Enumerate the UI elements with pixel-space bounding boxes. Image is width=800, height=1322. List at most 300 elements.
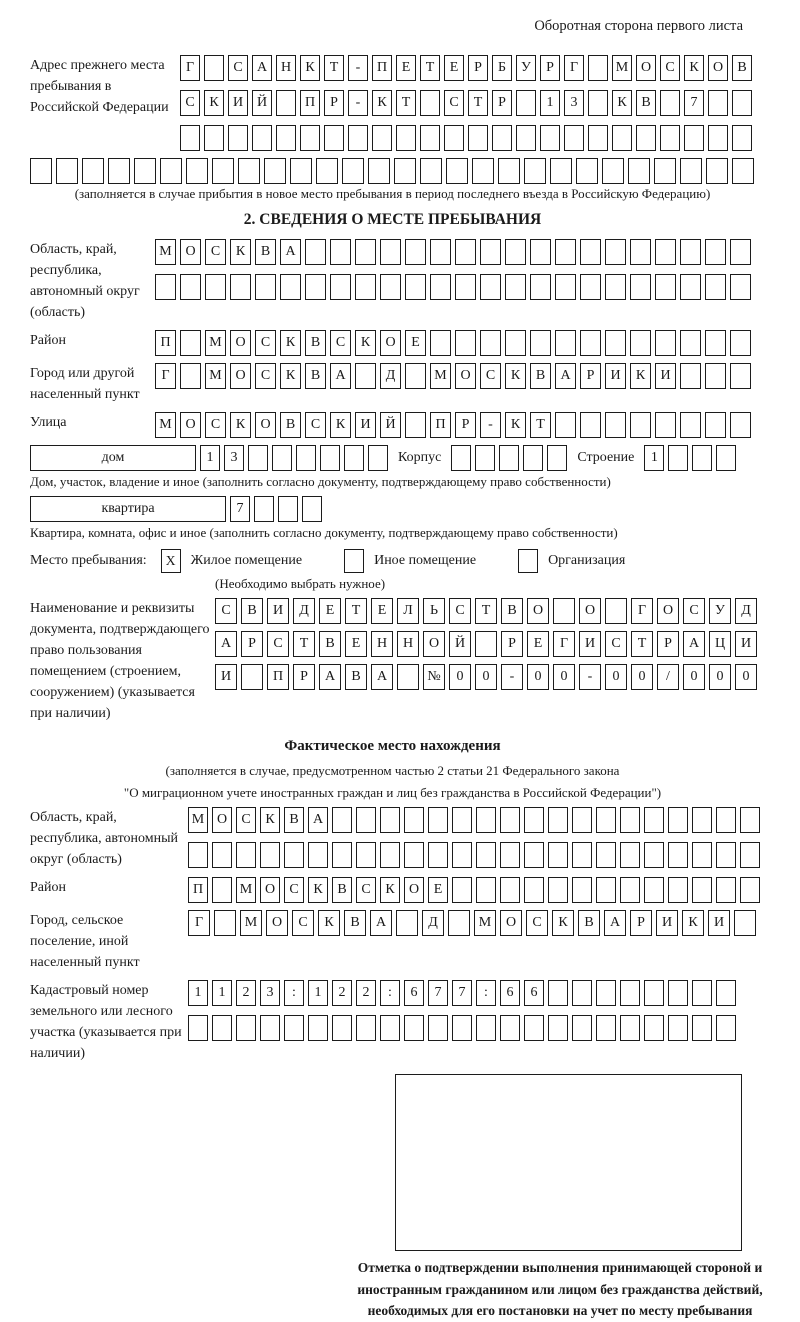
char-cell: В bbox=[530, 363, 551, 389]
region3-grid bbox=[188, 807, 760, 868]
char-cell: А bbox=[683, 631, 705, 657]
char-cell bbox=[284, 842, 304, 868]
char-cell: 7 bbox=[684, 90, 704, 116]
char-cell bbox=[214, 910, 236, 936]
char-cell: М bbox=[236, 877, 256, 903]
char-cell bbox=[444, 125, 464, 151]
char-cell: К bbox=[380, 877, 400, 903]
char-cell bbox=[705, 412, 726, 438]
char-cell: 0 bbox=[683, 664, 705, 690]
char-cell: О bbox=[230, 363, 251, 389]
grid-row bbox=[215, 664, 757, 690]
char-cell bbox=[380, 807, 400, 833]
district3-block bbox=[30, 877, 755, 903]
char-cell bbox=[530, 239, 551, 265]
char-cell bbox=[380, 239, 401, 265]
char-cell bbox=[476, 877, 496, 903]
region-label: Область, край, республика, автономный округ (область) bbox=[30, 242, 140, 320]
char-cell: Г bbox=[180, 55, 200, 81]
char-cell: 1 bbox=[308, 980, 328, 1006]
char-cell: 1 bbox=[200, 445, 220, 471]
char-cell bbox=[500, 807, 520, 833]
char-cell: С bbox=[292, 910, 314, 936]
char-cell bbox=[740, 842, 760, 868]
char-cell bbox=[228, 125, 248, 151]
char-cell: К bbox=[684, 55, 704, 81]
char-cell bbox=[602, 158, 624, 184]
house-number-cells bbox=[200, 445, 388, 471]
char-cell bbox=[446, 158, 468, 184]
char-cell bbox=[236, 1015, 256, 1041]
char-cell bbox=[580, 412, 601, 438]
char-cell bbox=[605, 239, 626, 265]
char-cell bbox=[499, 445, 519, 471]
char-cell bbox=[30, 158, 52, 184]
checkbox-other-premises bbox=[344, 549, 364, 573]
char-cell: У bbox=[516, 55, 536, 81]
char-cell bbox=[572, 980, 592, 1006]
char-cell bbox=[730, 274, 751, 300]
document-block bbox=[30, 598, 755, 724]
char-cell bbox=[420, 90, 440, 116]
char-cell bbox=[692, 842, 712, 868]
char-cell bbox=[56, 158, 78, 184]
char-cell bbox=[472, 158, 494, 184]
char-cell bbox=[278, 496, 298, 522]
char-cell: - bbox=[579, 664, 601, 690]
char-cell bbox=[405, 274, 426, 300]
char-cell: П bbox=[267, 664, 289, 690]
char-cell bbox=[580, 330, 601, 356]
char-cell bbox=[492, 125, 512, 151]
char-cell: И bbox=[215, 664, 237, 690]
char-cell bbox=[430, 274, 451, 300]
grid-row bbox=[155, 363, 751, 389]
char-cell: 3 bbox=[564, 90, 584, 116]
char-cell: Р bbox=[492, 90, 512, 116]
char-cell: Р bbox=[468, 55, 488, 81]
grid-row bbox=[155, 274, 751, 300]
char-cell: С bbox=[305, 412, 326, 438]
char-cell bbox=[505, 330, 526, 356]
char-cell bbox=[180, 125, 200, 151]
char-cell: Т bbox=[475, 598, 497, 624]
char-cell: / bbox=[657, 664, 679, 690]
korpus-cells bbox=[451, 445, 567, 471]
grid-row bbox=[155, 330, 751, 356]
char-cell bbox=[708, 90, 728, 116]
char-cell: К bbox=[612, 90, 632, 116]
char-cell bbox=[397, 664, 419, 690]
char-cell bbox=[505, 239, 526, 265]
char-cell: М bbox=[205, 330, 226, 356]
char-cell: И bbox=[355, 412, 376, 438]
prev-address-note: (заполняется в случае прибытия в новое место пребывания в период последнего въезда в Российскую Федерацию) bbox=[74, 186, 711, 201]
char-cell bbox=[716, 807, 736, 833]
grid-row bbox=[188, 1015, 736, 1041]
char-cell bbox=[596, 1015, 616, 1041]
char-cell: 0 bbox=[449, 664, 471, 690]
grid-row bbox=[180, 55, 752, 81]
char-cell: № bbox=[423, 664, 445, 690]
char-cell: 0 bbox=[631, 664, 653, 690]
char-cell bbox=[308, 1015, 328, 1041]
char-cell: А bbox=[330, 363, 351, 389]
char-cell: М bbox=[612, 55, 632, 81]
char-cell bbox=[108, 158, 130, 184]
char-cell bbox=[660, 125, 680, 151]
char-cell: 0 bbox=[605, 664, 627, 690]
grid-row bbox=[155, 239, 751, 265]
char-cell: О bbox=[423, 631, 445, 657]
char-cell: Р bbox=[324, 90, 344, 116]
char-cell: О bbox=[230, 330, 251, 356]
char-cell: О bbox=[260, 877, 280, 903]
char-cell: : bbox=[284, 980, 304, 1006]
char-cell: Н bbox=[397, 631, 419, 657]
char-cell: К bbox=[682, 910, 704, 936]
char-cell: С bbox=[444, 90, 464, 116]
char-cell: Д bbox=[422, 910, 444, 936]
stroenie-label: Строение bbox=[577, 450, 635, 465]
char-cell: П bbox=[430, 412, 451, 438]
char-cell bbox=[468, 125, 488, 151]
cadastre-block bbox=[30, 980, 755, 1064]
char-cell bbox=[705, 239, 726, 265]
char-cell bbox=[332, 1015, 352, 1041]
char-cell bbox=[655, 412, 676, 438]
char-cell bbox=[555, 274, 576, 300]
char-cell: С bbox=[205, 412, 226, 438]
char-cell: 2 bbox=[332, 980, 352, 1006]
char-cell: 3 bbox=[260, 980, 280, 1006]
char-cell bbox=[396, 125, 416, 151]
char-cell: 6 bbox=[524, 980, 544, 1006]
char-cell: Г bbox=[155, 363, 176, 389]
char-cell: Ц bbox=[709, 631, 731, 657]
char-cell: С bbox=[267, 631, 289, 657]
char-cell bbox=[630, 239, 651, 265]
char-cell bbox=[276, 125, 296, 151]
char-cell: Й bbox=[380, 412, 401, 438]
char-cell: Т bbox=[530, 412, 551, 438]
grid-row bbox=[215, 631, 757, 657]
char-cell: В bbox=[332, 877, 352, 903]
char-cell bbox=[524, 1015, 544, 1041]
char-cell bbox=[680, 158, 702, 184]
char-cell bbox=[204, 55, 224, 81]
char-cell: К bbox=[230, 412, 251, 438]
char-cell: Г bbox=[188, 910, 210, 936]
char-cell: К bbox=[372, 90, 392, 116]
char-cell: 6 bbox=[404, 980, 424, 1006]
char-cell bbox=[596, 877, 616, 903]
char-cell: 7 bbox=[428, 980, 448, 1006]
char-cell bbox=[692, 807, 712, 833]
grid-row bbox=[188, 980, 736, 1006]
char-cell bbox=[588, 55, 608, 81]
char-cell: Т bbox=[293, 631, 315, 657]
char-cell bbox=[547, 445, 567, 471]
char-cell: Р bbox=[455, 412, 476, 438]
char-cell: Л bbox=[397, 598, 419, 624]
char-cell: С bbox=[683, 598, 705, 624]
char-cell bbox=[476, 1015, 496, 1041]
char-cell bbox=[555, 412, 576, 438]
char-cell bbox=[236, 842, 256, 868]
char-cell: К bbox=[505, 363, 526, 389]
char-cell: : bbox=[476, 980, 496, 1006]
char-cell bbox=[420, 125, 440, 151]
city3-block bbox=[30, 910, 755, 973]
char-cell: А bbox=[215, 631, 237, 657]
char-cell bbox=[680, 330, 701, 356]
char-cell bbox=[430, 239, 451, 265]
char-cell bbox=[516, 90, 536, 116]
char-cell bbox=[550, 158, 572, 184]
char-cell bbox=[530, 330, 551, 356]
char-cell bbox=[212, 158, 234, 184]
char-cell: В bbox=[305, 363, 326, 389]
char-cell: В bbox=[636, 90, 656, 116]
char-cell: К bbox=[308, 877, 328, 903]
char-cell: П bbox=[155, 330, 176, 356]
char-cell bbox=[480, 330, 501, 356]
char-cell: К bbox=[260, 807, 280, 833]
char-cell bbox=[186, 158, 208, 184]
cadastre-grid bbox=[188, 980, 736, 1041]
char-cell bbox=[332, 842, 352, 868]
char-cell bbox=[284, 1015, 304, 1041]
char-cell bbox=[260, 1015, 280, 1041]
char-cell: 1 bbox=[540, 90, 560, 116]
char-cell: С bbox=[255, 363, 276, 389]
char-cell bbox=[428, 842, 448, 868]
prev-address-overflow-row bbox=[30, 158, 755, 184]
char-cell: Т bbox=[420, 55, 440, 81]
char-cell bbox=[596, 807, 616, 833]
char-cell bbox=[572, 842, 592, 868]
char-cell bbox=[644, 1015, 664, 1041]
district3-label: Район bbox=[30, 880, 66, 895]
char-cell: С bbox=[236, 807, 256, 833]
char-cell: С bbox=[356, 877, 376, 903]
char-cell bbox=[475, 631, 497, 657]
char-cell: Т bbox=[468, 90, 488, 116]
char-cell: И bbox=[605, 363, 626, 389]
confirmation-mark-box bbox=[395, 1074, 742, 1251]
char-cell bbox=[405, 239, 426, 265]
char-cell: Т bbox=[631, 631, 653, 657]
char-cell bbox=[644, 980, 664, 1006]
char-cell bbox=[730, 363, 751, 389]
char-cell: 0 bbox=[709, 664, 731, 690]
char-cell bbox=[180, 274, 201, 300]
char-cell bbox=[188, 842, 208, 868]
char-cell bbox=[505, 274, 526, 300]
char-cell bbox=[692, 445, 712, 471]
char-cell: С bbox=[215, 598, 237, 624]
char-cell: Г bbox=[553, 631, 575, 657]
region-grid bbox=[155, 239, 751, 300]
char-cell bbox=[248, 445, 268, 471]
prev-address-label: Адрес прежнего места пребывания в Российской Федерации bbox=[30, 58, 169, 115]
grid-row bbox=[188, 910, 756, 936]
section2-title: 2. СВЕДЕНИЯ О МЕСТЕ ПРЕБЫВАНИЯ bbox=[243, 211, 542, 228]
char-cell bbox=[452, 842, 472, 868]
prev-address-grid bbox=[180, 55, 752, 151]
char-cell: Е bbox=[371, 598, 393, 624]
char-cell: Е bbox=[444, 55, 464, 81]
char-cell: Н bbox=[276, 55, 296, 81]
char-cell: А bbox=[604, 910, 626, 936]
char-cell bbox=[212, 1015, 232, 1041]
char-cell bbox=[523, 445, 543, 471]
char-cell bbox=[684, 125, 704, 151]
char-cell: М bbox=[430, 363, 451, 389]
char-cell bbox=[668, 842, 688, 868]
char-cell bbox=[230, 274, 251, 300]
char-cell bbox=[368, 445, 388, 471]
char-cell bbox=[356, 807, 376, 833]
char-cell: Ь bbox=[423, 598, 445, 624]
char-cell: - bbox=[480, 412, 501, 438]
char-cell bbox=[555, 239, 576, 265]
city3-label: Город, сельское поселение, иной населенный пункт bbox=[30, 913, 140, 970]
char-cell: П bbox=[300, 90, 320, 116]
char-cell bbox=[596, 980, 616, 1006]
char-cell: Т bbox=[396, 90, 416, 116]
char-cell bbox=[524, 877, 544, 903]
char-cell bbox=[264, 158, 286, 184]
char-cell: Г bbox=[631, 598, 653, 624]
char-cell: Т bbox=[324, 55, 344, 81]
char-cell: С bbox=[660, 55, 680, 81]
char-cell bbox=[498, 158, 520, 184]
char-cell: Р bbox=[293, 664, 315, 690]
char-cell bbox=[448, 910, 470, 936]
char-cell bbox=[455, 239, 476, 265]
char-cell bbox=[540, 125, 560, 151]
char-cell: Д bbox=[380, 363, 401, 389]
char-cell: И bbox=[267, 598, 289, 624]
char-cell: С bbox=[284, 877, 304, 903]
char-cell: К bbox=[505, 412, 526, 438]
street-block bbox=[30, 412, 755, 438]
char-cell: В bbox=[344, 910, 366, 936]
char-cell bbox=[332, 807, 352, 833]
char-cell bbox=[180, 330, 201, 356]
char-cell bbox=[342, 158, 364, 184]
char-cell bbox=[605, 274, 626, 300]
char-cell: С bbox=[180, 90, 200, 116]
char-cell: К bbox=[280, 330, 301, 356]
char-cell bbox=[348, 125, 368, 151]
char-cell: Е bbox=[405, 330, 426, 356]
char-cell bbox=[212, 877, 232, 903]
char-cell: И bbox=[228, 90, 248, 116]
char-cell bbox=[576, 158, 598, 184]
char-cell bbox=[708, 125, 728, 151]
char-cell: С bbox=[449, 598, 471, 624]
char-cell bbox=[588, 125, 608, 151]
char-cell bbox=[476, 807, 496, 833]
char-cell bbox=[308, 842, 328, 868]
char-cell bbox=[630, 274, 651, 300]
char-cell bbox=[636, 125, 656, 151]
char-cell bbox=[734, 910, 756, 936]
char-cell: К bbox=[630, 363, 651, 389]
char-cell bbox=[655, 239, 676, 265]
char-cell bbox=[668, 445, 688, 471]
char-cell bbox=[580, 274, 601, 300]
char-cell bbox=[394, 158, 416, 184]
char-cell: В bbox=[501, 598, 523, 624]
char-cell: И bbox=[735, 631, 757, 657]
char-cell: А bbox=[555, 363, 576, 389]
char-cell bbox=[396, 910, 418, 936]
char-cell bbox=[272, 445, 292, 471]
char-cell bbox=[480, 274, 501, 300]
char-cell bbox=[605, 330, 626, 356]
char-cell bbox=[692, 1015, 712, 1041]
char-cell bbox=[620, 807, 640, 833]
char-cell: И bbox=[656, 910, 678, 936]
char-cell bbox=[716, 980, 736, 1006]
char-cell: Т bbox=[345, 598, 367, 624]
char-cell bbox=[160, 158, 182, 184]
char-cell bbox=[455, 274, 476, 300]
char-cell bbox=[380, 842, 400, 868]
char-cell: А bbox=[280, 239, 301, 265]
char-cell: В bbox=[578, 910, 600, 936]
char-cell bbox=[572, 877, 592, 903]
char-cell bbox=[355, 274, 376, 300]
char-cell: 0 bbox=[527, 664, 549, 690]
char-cell: 0 bbox=[475, 664, 497, 690]
char-cell bbox=[356, 842, 376, 868]
char-cell: О bbox=[180, 239, 201, 265]
char-cell: С bbox=[205, 239, 226, 265]
char-cell bbox=[330, 239, 351, 265]
char-cell bbox=[500, 1015, 520, 1041]
char-cell: Е bbox=[527, 631, 549, 657]
char-cell bbox=[260, 842, 280, 868]
char-cell bbox=[330, 274, 351, 300]
char-cell: К bbox=[280, 363, 301, 389]
char-cell: И bbox=[655, 363, 676, 389]
char-cell: В bbox=[255, 239, 276, 265]
char-cell: Й bbox=[252, 90, 272, 116]
char-cell bbox=[254, 496, 274, 522]
city-label: Город или другой населенный пункт bbox=[30, 366, 140, 402]
house-line bbox=[30, 445, 755, 471]
char-cell bbox=[276, 90, 296, 116]
char-cell bbox=[740, 877, 760, 903]
char-cell bbox=[680, 412, 701, 438]
char-cell bbox=[628, 158, 650, 184]
other-premises-label: Иное помещение bbox=[374, 553, 477, 568]
char-cell bbox=[553, 598, 575, 624]
char-cell: 1 bbox=[188, 980, 208, 1006]
char-cell bbox=[644, 877, 664, 903]
char-cell: С bbox=[330, 330, 351, 356]
char-cell bbox=[356, 1015, 376, 1041]
char-cell: А bbox=[252, 55, 272, 81]
grid-row bbox=[215, 598, 757, 624]
char-cell bbox=[455, 330, 476, 356]
char-cell: А bbox=[319, 664, 341, 690]
